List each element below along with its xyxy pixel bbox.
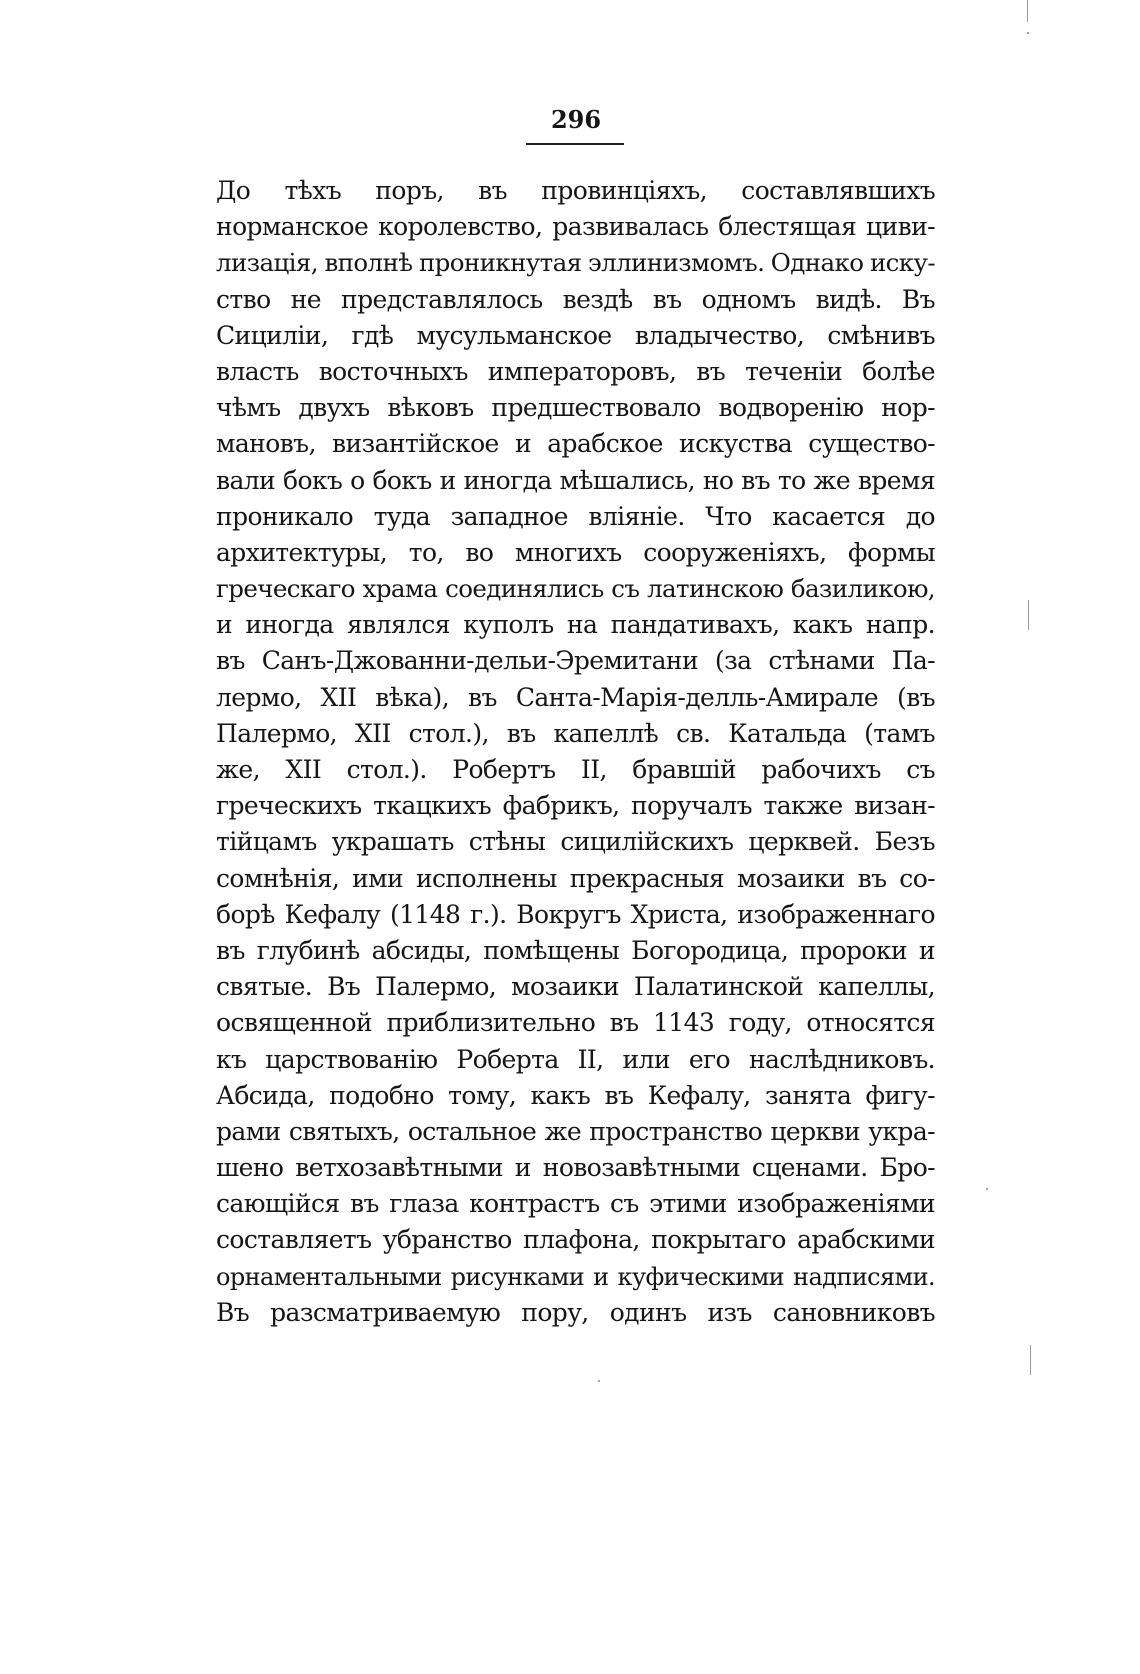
text-line: же, XII стол.). Робертъ II, бравшій рабочихъ съ [216,755,935,784]
page-number: 296 [550,105,602,134]
text-line: До тѣхъ поръ, въ провинціяхъ, составлявшихъ [216,176,935,205]
text-line: къ царствованію Роберта II, или его наслѣдниковъ. [216,1044,935,1074]
text-line: вали бокъ о бокъ и иногда мѣшались, но въ то же время [216,465,935,495]
text-line: освященной приблизительно въ 1143 году, относятся [216,1008,935,1038]
text-line: Абсида, подобно тому, какъ въ Кефалу, занята фигу- [216,1080,935,1110]
scan-margin-dot [1027,32,1029,34]
text-line: тійцамъ украшать стѣны сицилійскихъ церквей. Безъ [216,827,935,857]
scan-margin-mark [1030,1345,1031,1375]
text-line: борѣ Кефалу (1148 г.). Вокругъ Христа, изображеннаго [216,899,935,929]
text-line: проникало туда западное вліяніе. Что касается до [216,501,935,531]
text-line: сомнѣнія, ими исполнены прекрасныя мозаики въ со- [216,863,935,893]
text-line: въ глубинѣ абсиды, помѣщены Богородица, пророки и [216,935,935,965]
body-text [216,173,935,1331]
scan-margin-dot [598,1380,600,1382]
page-number-rule [526,143,624,145]
text-line: архитектуры, то, во многихъ сооруженіяхъ, формы [216,537,935,567]
text-line: и иногда являлся куполъ на пандативахъ, какъ напр. [216,610,935,640]
text-line: мановъ, византійское и арабское искуства существо- [216,429,935,459]
text-line: въ Санъ-Джованни-дельи-Эремитани (за стѣнами Па- [216,646,935,676]
text-line: Въ разсматриваемую пору, одинъ изъ сановниковъ [216,1297,935,1327]
scan-margin-dot [986,1188,988,1190]
scan-margin-mark [1027,0,1028,22]
text-line: норманское королевство, развивалась блестящая циви- [216,212,935,242]
text-line: чѣмъ двухъ вѣковъ предшествовало водворенію нор- [216,393,935,423]
scan-margin-mark [1028,600,1029,630]
text-line: ство не представлялось вездѣ въ одномъ видѣ. Въ [216,284,935,314]
text-line: греческаго храма соединялись съ латинскою базиликою, [216,574,935,604]
text-line: рами святыхъ, остальное же пространство церкви укра- [216,1116,935,1146]
text-line: составляетъ убранство плафона, покрытаго арабскими [216,1225,935,1255]
text-line: лермо, XII вѣка), въ Санта-Марія-делль-Амирале (въ [216,682,935,712]
text-line: власть восточныхъ императоровъ, въ теченіи болѣе [216,356,935,386]
text-line: шено ветхозавѣтными и новозавѣтными сценами. Бро- [216,1153,935,1183]
text-line: сающійся въ глаза контрастъ съ этими изображеніями [216,1189,935,1219]
text-line: орнаментальными рисунками и куфическими надписями. [216,1262,935,1291]
text-line: Сициліи, гдѣ мусульманское владычество, смѣнивъ [216,320,935,350]
text-line: греческихъ ткацкихъ фабрикъ, поручалъ также визан- [216,791,935,821]
text-line: Палермо, XII стол.), въ капеллѣ св. Катальда (тамъ [216,718,935,748]
text-line: святые. Въ Палермо, мозаики Палатинской капеллы, [216,972,935,1002]
text-line: лизація, вполнѣ проникнутая эллинизмомъ. Однако иску- [216,248,935,278]
